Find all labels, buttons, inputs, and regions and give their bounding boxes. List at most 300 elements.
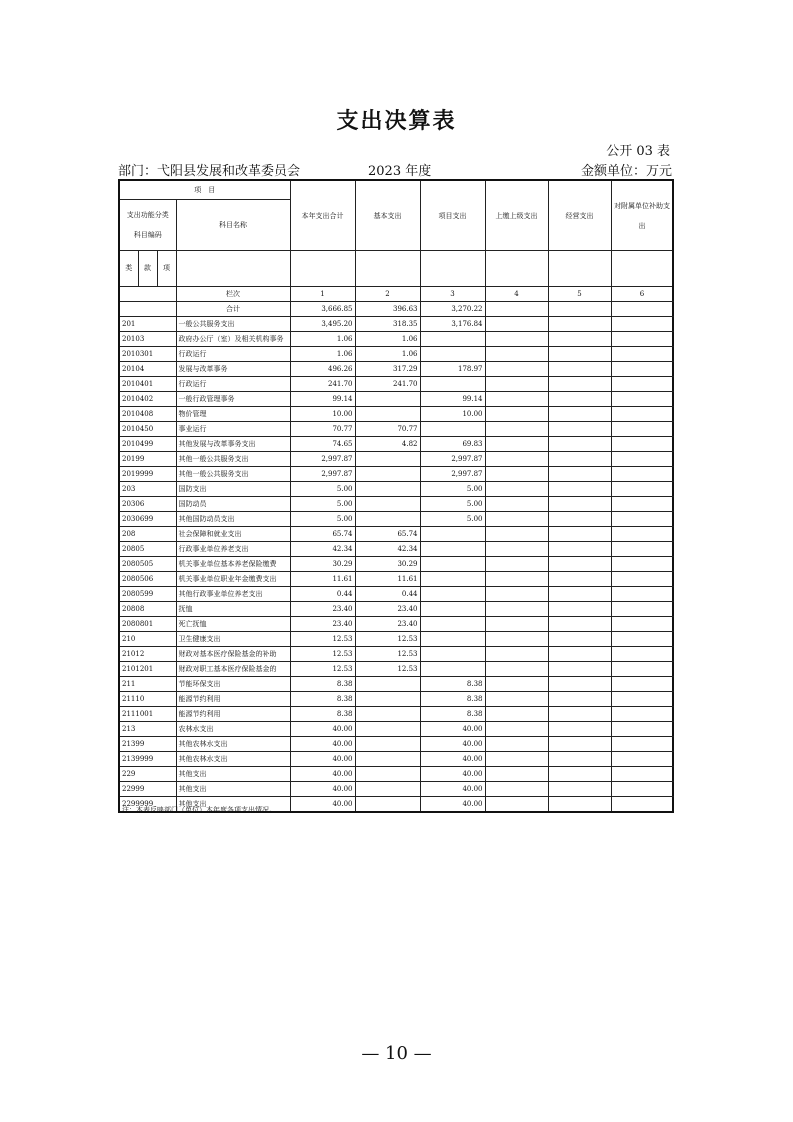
- col-no-6: 6: [611, 287, 673, 302]
- unit-label: 金额单位：万元: [580, 164, 672, 179]
- row-upper: [485, 317, 548, 332]
- header-subject-code: 科目编码: [133, 231, 162, 239]
- table-row: [119, 407, 673, 422]
- row-name: 其他一般公共服务支出: [176, 452, 290, 467]
- row-operating: [548, 737, 611, 752]
- row-operating: [548, 452, 611, 467]
- row-operating: [548, 647, 611, 662]
- row-operating: [548, 797, 611, 813]
- row-upper: [485, 692, 548, 707]
- row-upper: [485, 647, 548, 662]
- row-upper: [485, 557, 548, 572]
- row-basic: [355, 767, 420, 782]
- row-project: 40.00: [420, 767, 485, 782]
- header-row-project: [119, 180, 673, 200]
- row-name: 节能环保支出: [176, 677, 290, 692]
- row-project: [420, 662, 485, 677]
- row-subsidiary: [611, 662, 673, 677]
- table-row: [119, 707, 673, 722]
- row-total: 8.38: [290, 707, 355, 722]
- table-row: [119, 347, 673, 362]
- row-project: [420, 632, 485, 647]
- col-no-3: 3: [420, 287, 485, 302]
- row-code: 208: [119, 527, 176, 542]
- row-code: 2080506: [119, 572, 176, 587]
- row-code: 2019999: [119, 467, 176, 482]
- row-upper: [485, 362, 548, 377]
- row-name: 其他行政事业单位养老支出: [176, 587, 290, 602]
- row-subsidiary: [611, 527, 673, 542]
- row-total: 2,997.87: [290, 452, 355, 467]
- row-code: 2010402: [119, 392, 176, 407]
- row-subsidiary: [611, 542, 673, 557]
- row-operating: [548, 752, 611, 767]
- row-total: 496.26: [290, 362, 355, 377]
- row-subsidiary: [611, 617, 673, 632]
- row-subsidiary: [611, 722, 673, 737]
- row-total: 23.40: [290, 602, 355, 617]
- row-code: 2010408: [119, 407, 176, 422]
- row-basic: 4.82: [355, 437, 420, 452]
- row-total: 1.06: [290, 347, 355, 362]
- row-code: 2010301: [119, 347, 176, 362]
- row-upper: [485, 752, 548, 767]
- row-name: 死亡抚恤: [176, 617, 290, 632]
- row-code: 2299999: [119, 797, 176, 813]
- row-total: 12.53: [290, 662, 355, 677]
- row-name: 社会保障和就业支出: [176, 527, 290, 542]
- row-upper: [485, 707, 548, 722]
- form-number: 公开 03 表: [606, 144, 670, 159]
- row-basic: [355, 722, 420, 737]
- row-project: [420, 572, 485, 587]
- row-name: 发展与改革事务: [176, 362, 290, 377]
- table-row: [119, 692, 673, 707]
- row-code: 2010401: [119, 377, 176, 392]
- row-total: 65.74: [290, 527, 355, 542]
- row-operating: [548, 467, 611, 482]
- row-project: [420, 557, 485, 572]
- row-basic: 317.29: [355, 362, 420, 377]
- row-basic: [355, 497, 420, 512]
- row-name: 其他支出: [176, 797, 290, 813]
- row-name: 行政运行: [176, 377, 290, 392]
- row-operating: [548, 782, 611, 797]
- row-project: 40.00: [420, 797, 485, 813]
- row-name: 机关事业单位职业年金缴费支出: [176, 572, 290, 587]
- row-code: 2030699: [119, 512, 176, 527]
- row-code: 2139999: [119, 752, 176, 767]
- row-basic: [355, 692, 420, 707]
- row-subsidiary: [611, 782, 673, 797]
- row-project: 40.00: [420, 782, 485, 797]
- row-total: 2,997.87: [290, 467, 355, 482]
- row-project: 40.00: [420, 737, 485, 752]
- table-row: [119, 767, 673, 782]
- row-total: 12.53: [290, 632, 355, 647]
- row-subsidiary: [611, 752, 673, 767]
- row-name: 国防动员: [176, 497, 290, 512]
- row-basic: 0.44: [355, 587, 420, 602]
- row-operating: [548, 422, 611, 437]
- row-basic: 318.35: [355, 317, 420, 332]
- row-basic: [355, 797, 420, 813]
- row-project: 40.00: [420, 722, 485, 737]
- row-subsidiary: [611, 587, 673, 602]
- total-label: 合计: [176, 302, 290, 317]
- row-upper: [485, 467, 548, 482]
- row-subsidiary: [611, 707, 673, 722]
- row-code: 2010499: [119, 437, 176, 452]
- row-project: 10.00: [420, 407, 485, 422]
- row-operating: [548, 617, 611, 632]
- row-basic: [355, 752, 420, 767]
- row-upper: [485, 587, 548, 602]
- row-name: 财政对基本医疗保险基金的补助: [176, 647, 290, 662]
- row-project: [420, 332, 485, 347]
- row-total: 40.00: [290, 782, 355, 797]
- row-total: 70.77: [290, 422, 355, 437]
- row-total: 40.00: [290, 797, 355, 813]
- row-total: 241.70: [290, 377, 355, 392]
- table-row: [119, 617, 673, 632]
- total-sum: 3,666.85: [290, 302, 355, 317]
- row-basic: [355, 512, 420, 527]
- row-name: 财政对职工基本医疗保险基金的: [176, 662, 290, 677]
- row-code: 213: [119, 722, 176, 737]
- row-operating: [548, 692, 611, 707]
- row-subsidiary: [611, 467, 673, 482]
- column-number-row: [119, 287, 673, 302]
- row-basic: [355, 467, 420, 482]
- row-total: 10.00: [290, 407, 355, 422]
- row-upper: [485, 632, 548, 647]
- row-subsidiary: [611, 437, 673, 452]
- row-basic: [355, 452, 420, 467]
- row-upper: [485, 497, 548, 512]
- header-col-1: 本年支出合计: [290, 180, 355, 251]
- table-note: 注：本表反映部门（单位）本年度各项支出情况。: [122, 806, 276, 814]
- row-subsidiary: [611, 767, 673, 782]
- table-row: [119, 377, 673, 392]
- col-no-1: 1: [290, 287, 355, 302]
- row-project: 2,997.87: [420, 452, 485, 467]
- header-col-5: 经营支出: [548, 180, 611, 251]
- row-project: [420, 602, 485, 617]
- row-total: 8.38: [290, 677, 355, 692]
- row-upper: [485, 377, 548, 392]
- row-code: 2080599: [119, 587, 176, 602]
- row-subsidiary: [611, 692, 673, 707]
- row-code: 2101201: [119, 662, 176, 677]
- header-kuan: 款: [138, 251, 157, 287]
- row-subsidiary: [611, 422, 673, 437]
- row-total: 40.00: [290, 722, 355, 737]
- row-code: 20199: [119, 452, 176, 467]
- row-upper: [485, 482, 548, 497]
- department-label: 部门：弋阳县发展和改革委员会: [118, 164, 301, 179]
- row-operating: [548, 392, 611, 407]
- row-code: 2010450: [119, 422, 176, 437]
- row-basic: [355, 407, 420, 422]
- row-project: [420, 587, 485, 602]
- row-subsidiary: [611, 512, 673, 527]
- row-name: 一般行政管理事务: [176, 392, 290, 407]
- table-row: [119, 662, 673, 677]
- row-upper: [485, 422, 548, 437]
- header-col-6: 对附属单位补助支出: [611, 180, 673, 251]
- col-label: 栏次: [176, 287, 290, 302]
- header-col-3: 项目支出: [420, 180, 485, 251]
- row-name: 其他支出: [176, 767, 290, 782]
- row-subsidiary: [611, 407, 673, 422]
- row-project: [420, 647, 485, 662]
- row-operating: [548, 662, 611, 677]
- col-no-4: 4: [485, 287, 548, 302]
- row-basic: [355, 707, 420, 722]
- row-basic: 12.53: [355, 662, 420, 677]
- table-meta: [118, 160, 672, 180]
- row-operating: [548, 362, 611, 377]
- row-project: [420, 542, 485, 557]
- row-subsidiary: [611, 482, 673, 497]
- table-row: [119, 557, 673, 572]
- row-total: 1.06: [290, 332, 355, 347]
- row-name: 其他农林水支出: [176, 737, 290, 752]
- row-total: 40.00: [290, 767, 355, 782]
- row-basic: 1.06: [355, 347, 420, 362]
- row-name: 机关事业单位基本养老保险缴费: [176, 557, 290, 572]
- row-code: 21012: [119, 647, 176, 662]
- table-row: [119, 587, 673, 602]
- header-subject-name: 科目名称: [176, 200, 290, 251]
- total-row: [119, 302, 673, 317]
- row-operating: [548, 542, 611, 557]
- row-name: 行政事业单位养老支出: [176, 542, 290, 557]
- row-operating: [548, 527, 611, 542]
- row-basic: 30.29: [355, 557, 420, 572]
- table-row: [119, 677, 673, 692]
- row-upper: [485, 542, 548, 557]
- row-total: 3,495.20: [290, 317, 355, 332]
- row-basic: [355, 737, 420, 752]
- row-project: [420, 347, 485, 362]
- row-name: 国防支出: [176, 482, 290, 497]
- row-operating: [548, 602, 611, 617]
- row-total: 42.34: [290, 542, 355, 557]
- row-code: 20808: [119, 602, 176, 617]
- table-row: [119, 572, 673, 587]
- table-row: [119, 467, 673, 482]
- row-total: 11.61: [290, 572, 355, 587]
- table-row: [119, 632, 673, 647]
- header-col-4: 上缴上级支出: [485, 180, 548, 251]
- row-basic: 241.70: [355, 377, 420, 392]
- row-operating: [548, 767, 611, 782]
- row-code: 2080505: [119, 557, 176, 572]
- total-project: 3,270.22: [420, 302, 485, 317]
- row-basic: 1.06: [355, 332, 420, 347]
- row-code: 20306: [119, 497, 176, 512]
- page-title: 支出决算表: [336, 108, 457, 134]
- row-upper: [485, 512, 548, 527]
- row-code: 210: [119, 632, 176, 647]
- row-name: 农林水支出: [176, 722, 290, 737]
- row-project: [420, 617, 485, 632]
- row-upper: [485, 407, 548, 422]
- row-subsidiary: [611, 797, 673, 813]
- row-upper: [485, 392, 548, 407]
- header-xiang: 项: [157, 251, 176, 287]
- table-row: [119, 782, 673, 797]
- row-basic: 42.34: [355, 542, 420, 557]
- row-code: 201: [119, 317, 176, 332]
- row-total: 74.65: [290, 437, 355, 452]
- table-row: [119, 542, 673, 557]
- row-code: 229: [119, 767, 176, 782]
- row-code: 20103: [119, 332, 176, 347]
- row-basic: 70.77: [355, 422, 420, 437]
- row-subsidiary: [611, 602, 673, 617]
- row-subsidiary: [611, 362, 673, 377]
- row-project: [420, 422, 485, 437]
- row-total: 99.14: [290, 392, 355, 407]
- row-total: 12.53: [290, 647, 355, 662]
- col-no-2: 2: [355, 287, 420, 302]
- row-code: 2080801: [119, 617, 176, 632]
- row-operating: [548, 512, 611, 527]
- row-name: 抚恤: [176, 602, 290, 617]
- row-code: 22999: [119, 782, 176, 797]
- row-name: 其他支出: [176, 782, 290, 797]
- table-row: [119, 317, 673, 332]
- data-rows: [119, 317, 673, 813]
- row-name: 能源节约利用: [176, 692, 290, 707]
- table-row: [119, 737, 673, 752]
- row-operating: [548, 377, 611, 392]
- table-row: [119, 422, 673, 437]
- row-name: 政府办公厅（室）及相关机构事务: [176, 332, 290, 347]
- row-basic: [355, 482, 420, 497]
- header-func-class: [119, 200, 176, 251]
- table-row: [119, 647, 673, 662]
- row-name: 事业运行: [176, 422, 290, 437]
- row-upper: [485, 332, 548, 347]
- col-no-5: 5: [548, 287, 611, 302]
- table-row: [119, 392, 673, 407]
- row-total: 5.00: [290, 497, 355, 512]
- row-total: 0.44: [290, 587, 355, 602]
- row-name: 其他一般公共服务支出: [176, 467, 290, 482]
- row-code: 21399: [119, 737, 176, 752]
- row-project: 5.00: [420, 482, 485, 497]
- row-operating: [548, 632, 611, 647]
- row-upper: [485, 782, 548, 797]
- table-row: [119, 482, 673, 497]
- row-project: [420, 527, 485, 542]
- row-name: 卫生健康支出: [176, 632, 290, 647]
- table-row: [119, 497, 673, 512]
- row-operating: [548, 437, 611, 452]
- row-project: 8.38: [420, 692, 485, 707]
- row-upper: [485, 602, 548, 617]
- table-row: [119, 437, 673, 452]
- row-subsidiary: [611, 647, 673, 662]
- table-row: [119, 362, 673, 377]
- row-operating: [548, 317, 611, 332]
- table-row: [119, 752, 673, 767]
- row-operating: [548, 677, 611, 692]
- row-operating: [548, 587, 611, 602]
- row-subsidiary: [611, 497, 673, 512]
- row-subsidiary: [611, 332, 673, 347]
- row-project: 99.14: [420, 392, 485, 407]
- row-subsidiary: [611, 677, 673, 692]
- header-lei: 类: [119, 251, 138, 287]
- row-name: 其他国防动员支出: [176, 512, 290, 527]
- row-project: 69.83: [420, 437, 485, 452]
- row-project: 3,176.84: [420, 317, 485, 332]
- row-project: [420, 377, 485, 392]
- row-basic: 65.74: [355, 527, 420, 542]
- row-upper: [485, 437, 548, 452]
- row-project: 5.00: [420, 497, 485, 512]
- header-project: 项 目: [119, 180, 290, 200]
- table-row: [119, 332, 673, 347]
- row-total: 8.38: [290, 692, 355, 707]
- row-operating: [548, 707, 611, 722]
- row-project: 40.00: [420, 752, 485, 767]
- row-subsidiary: [611, 737, 673, 752]
- row-operating: [548, 722, 611, 737]
- row-total: 5.00: [290, 512, 355, 527]
- row-code: 21110: [119, 692, 176, 707]
- row-project: 2,997.87: [420, 467, 485, 482]
- row-total: 5.00: [290, 482, 355, 497]
- row-code: 20104: [119, 362, 176, 377]
- row-operating: [548, 407, 611, 422]
- row-upper: [485, 527, 548, 542]
- row-upper: [485, 797, 548, 813]
- row-upper: [485, 347, 548, 362]
- row-code: 2111001: [119, 707, 176, 722]
- table-row: [119, 602, 673, 617]
- page-number: — 10 —: [361, 1043, 432, 1064]
- row-project: 5.00: [420, 512, 485, 527]
- row-upper: [485, 572, 548, 587]
- row-basic: 11.61: [355, 572, 420, 587]
- row-subsidiary: [611, 347, 673, 362]
- row-operating: [548, 347, 611, 362]
- row-basic: 12.53: [355, 647, 420, 662]
- row-basic: [355, 677, 420, 692]
- row-name: 行政运行: [176, 347, 290, 362]
- row-subsidiary: [611, 557, 673, 572]
- row-basic: 12.53: [355, 632, 420, 647]
- row-subsidiary: [611, 377, 673, 392]
- row-code: 20805: [119, 542, 176, 557]
- row-operating: [548, 482, 611, 497]
- row-total: 40.00: [290, 752, 355, 767]
- row-project: 8.38: [420, 677, 485, 692]
- row-operating: [548, 572, 611, 587]
- row-subsidiary: [611, 392, 673, 407]
- row-name: 能源节约利用: [176, 707, 290, 722]
- header-col-2: 基本支出: [355, 180, 420, 251]
- row-upper: [485, 662, 548, 677]
- row-operating: [548, 332, 611, 347]
- row-upper: [485, 722, 548, 737]
